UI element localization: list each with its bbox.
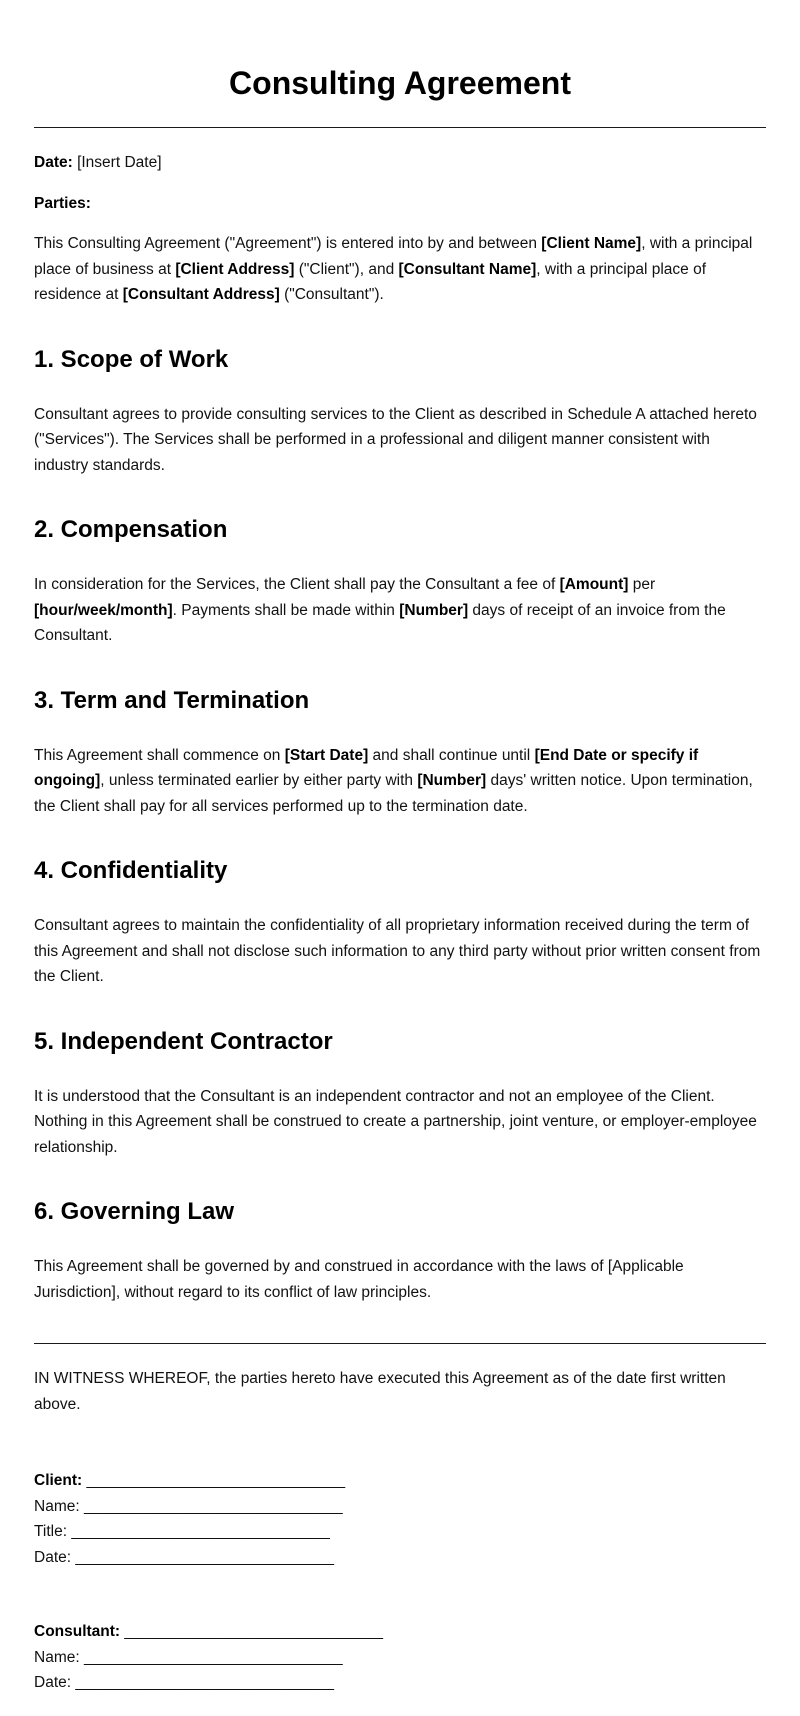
client-name-placeholder: [Client Name] (541, 235, 642, 252)
title-divider (34, 127, 766, 128)
signature-divider (34, 1343, 766, 1344)
consultant-name-line: Name: ______________________________ (34, 1648, 343, 1666)
section-body (34, 743, 766, 820)
start-date-placeholder: [Start Date] (284, 746, 369, 764)
consultant-label: Consultant: (34, 1623, 121, 1640)
client-signature-line (34, 1468, 766, 1494)
section-confidentiality (34, 856, 766, 990)
body-text: per (628, 576, 656, 593)
amount-placeholder: [Amount] (559, 576, 629, 593)
client-label: Client: (34, 1472, 83, 1489)
section-body (34, 572, 766, 649)
intro-text: ("Client"), and (294, 260, 399, 278)
section-heading: 6. Governing Law (34, 1198, 235, 1225)
intro-text: , with a principal place of business at (34, 235, 753, 278)
intro-text: This Consulting Agreement ("Agreement") is entered into by and between (34, 235, 542, 252)
consultant-signature-line (34, 1619, 766, 1645)
number-placeholder: [Number] (399, 601, 469, 619)
section-independent-contractor (34, 1027, 766, 1161)
witness-clause: IN WITNESS WHEREOF, the parties hereto have executed this Agreement as of the date first written above. (34, 1370, 726, 1413)
section-compensation (34, 515, 766, 649)
intro-text: ("Consultant"). (279, 286, 384, 303)
section-body: It is understood that the Consultant is an independent contractor and not an employee of the Client. Nothing in this Agreement shall be construed to create a partnership, joint venture, or employer-employee relationship. (34, 1087, 757, 1156)
body-text: days' written notice. Upon termination, the Client shall pay for all services performed up to the termination date. (34, 772, 753, 815)
date-label: Date: (34, 154, 73, 171)
signature-blank: ______________________________ (120, 1623, 384, 1640)
section-heading: 1. Scope of Work (34, 345, 229, 373)
period-placeholder: [hour/week/month] (34, 601, 173, 619)
section-heading: 3. Term and Termination (34, 686, 310, 714)
section-term (34, 686, 766, 820)
intro-text: , with a principal place of residence at (34, 260, 707, 303)
section-governing-law (34, 1197, 766, 1305)
client-date-line: Date: ______________________________ (34, 1548, 334, 1566)
client-title-line: Title: ______________________________ (34, 1523, 330, 1540)
signature-blank: ______________________________ (82, 1472, 346, 1489)
section-body: Consultant agrees to provide consulting services to the Client as described in Schedule A attached hereto ("Services"). The Services shall be performed in a professional and diligent manner consistent with industry standards. (34, 405, 757, 474)
body-text: This Agreement shall commence on (34, 746, 285, 764)
section-heading: 2. Compensation (34, 516, 228, 543)
parties-label-text: Parties: (34, 194, 91, 212)
parties-label (34, 191, 766, 217)
document-title: Consulting Agreement (229, 65, 571, 101)
body-text: . Payments shall be made within (172, 601, 400, 619)
consultant-address-placeholder: [Consultant Address] (122, 286, 280, 303)
body-text: , unless terminated earlier by either party with (100, 772, 418, 789)
intro-paragraph (34, 231, 766, 308)
section-body: This Agreement shall be governed by and construed in accordance with the laws of [Applicable Jurisdiction], without regard to its conflict of law principles. (34, 1258, 684, 1301)
body-text: In consideration for the Services, the Client shall pay the Consultant a fee of (34, 576, 560, 593)
number-placeholder: [Number] (417, 772, 487, 789)
section-scope (34, 345, 766, 479)
body-text: days of receipt of an invoice from the Consultant. (34, 601, 726, 644)
date-value: [Insert Date] (72, 154, 162, 171)
section-body: Consultant agrees to maintain the confidentiality of all proprietary information received during the term of this Agreement and shall not disclose such information to any third party without prior written consent from the Client. (34, 917, 761, 985)
date-line (34, 150, 766, 176)
consultant-name-placeholder: [Consultant Name] (398, 260, 537, 278)
body-text: and shall continue until (368, 746, 535, 764)
client-name-line: Name: ______________________________ (34, 1497, 343, 1515)
client-address-placeholder: [Client Address] (175, 260, 295, 278)
end-date-placeholder: [End Date or specify if ongoing] (34, 746, 699, 789)
consultant-signature-block (34, 1619, 766, 1696)
section-heading: 5. Independent Contractor (34, 1027, 333, 1055)
consultant-date-line: Date: ______________________________ (34, 1674, 334, 1691)
section-heading: 4. Confidentiality (34, 857, 228, 884)
client-signature-block (34, 1468, 766, 1570)
